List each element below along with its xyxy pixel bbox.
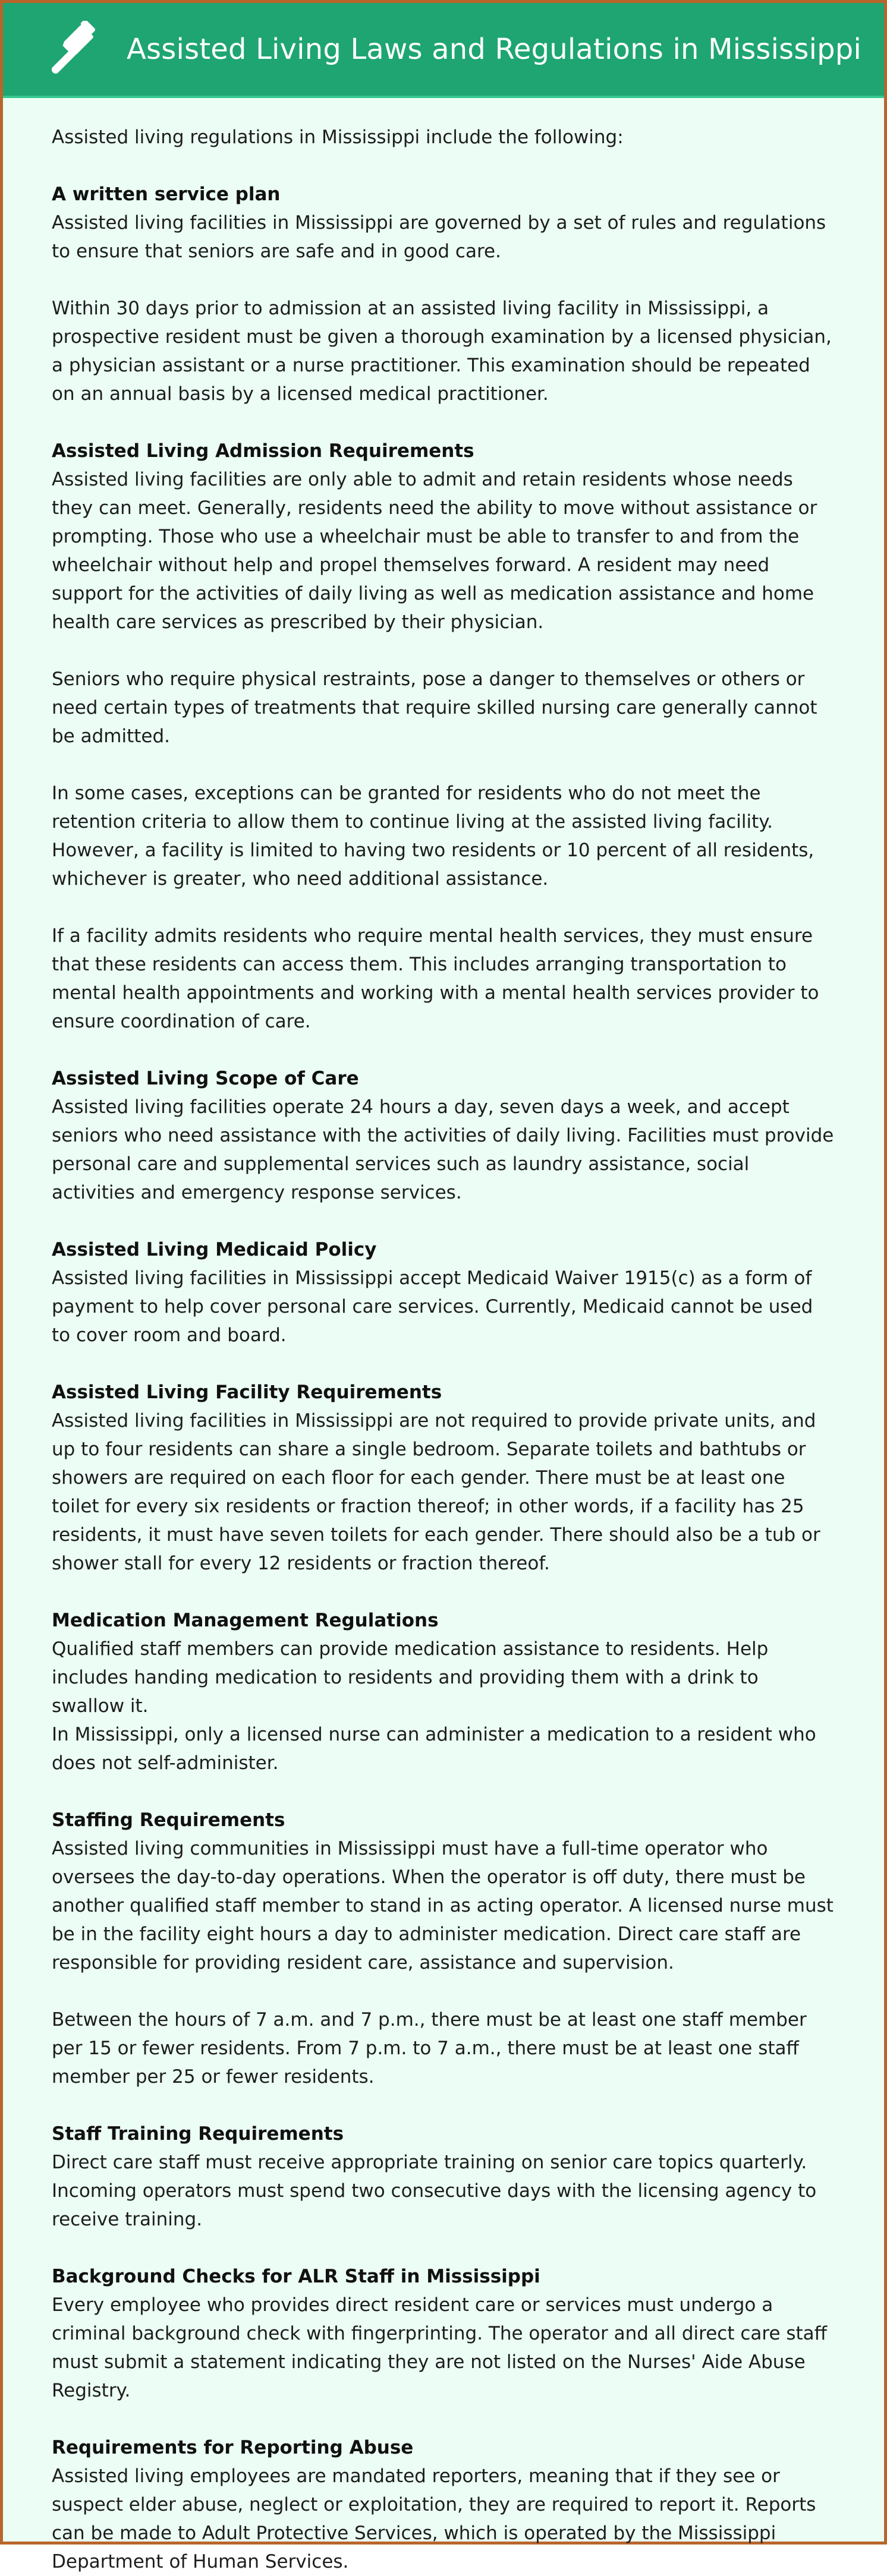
section-heading: A written service plan xyxy=(52,184,281,205)
section-paragraph: Assisted living facilities in Mississippi are not required to provide private units, and up to four residents can share a single bedroom. Separate toilets and bathtubs or showers are required on each floor for each gender. There must be at least one toilet for every six residents or fraction thereof; in other words, if a facility has 25 residents, it must have seven toilets for each gender. There should also be a tub or shower stall for every 12 residents or fraction thereof. xyxy=(52,1410,820,1574)
article-body xyxy=(3,98,884,2576)
section-written-service-plan xyxy=(52,180,835,408)
section-paragraph: Direct care staff must receive appropriate training on senior care topics quarterly. Incoming operators must spend two consecutive days with the licensing agency to receive training. xyxy=(52,2152,817,2230)
section-heading: Assisted Living Scope of Care xyxy=(52,1068,359,1089)
section-paragraph: Assisted living employees are mandated reporters, meaning that if they see or suspect elder abuse, neglect or exploitation, they are required to report it. Reports can be made to Adult Protective Services, which is operated by the Mississippi Department of Human Services. xyxy=(52,2465,816,2572)
section-heading: Medication Management Regulations xyxy=(52,1610,439,1631)
section-heading: Staffing Requirements xyxy=(52,1809,285,1831)
section-paragraph: In Mississippi, only a licensed nurse can administer a medication to a resident who does not self-administer. xyxy=(52,1724,816,1774)
section-paragraph: Within 30 days prior to admission at an assisted living facility in Mississippi, a prospective resident must be given a thorough examination by a licensed physician, a physician assistant or a nurse practitioner. This examination should be repeated on an annual basis by a licensed medical practitioner. xyxy=(52,298,832,405)
section-paragraph: Between the hours of 7 a.m. and 7 p.m., there must be at least one staff member per 15 or fewer residents. From 7 p.m. to 7 a.m., there must be at least one staff member per 25 or fewer residents. xyxy=(52,2009,807,2088)
section-paragraph: Every employee who provides direct resident care or services must undergo a criminal background check with fingerprinting. The operator and all direct care staff must submit a statement indicating they are not listed on the Nurses' Aide Abuse Registry. xyxy=(52,2294,828,2401)
card-header xyxy=(3,3,884,98)
section-reporting-abuse xyxy=(52,2433,835,2576)
gavel-icon xyxy=(46,21,103,78)
section-paragraph: If a facility admits residents who require mental health services, they must ensure that these residents can access them. This includes arranging transportation to mental health appointments and working with a mental health services provider to ensure coordination of care. xyxy=(52,925,819,1032)
section-scope-of-care xyxy=(52,1064,835,1207)
section-paragraph: Seniors who require physical restraints, pose a danger to themselves or others or need certain types of treatments that require skilled nursing care generally cannot be admitted. xyxy=(52,669,817,747)
section-heading: Assisted Living Facility Requirements xyxy=(52,1382,442,1403)
intro-text: Assisted living regulations in Mississippi include the following: xyxy=(52,127,624,148)
section-heading: Assisted Living Admission Requirements xyxy=(52,440,474,462)
section-medicaid-policy xyxy=(52,1235,835,1350)
section-heading: Assisted Living Medicaid Policy xyxy=(52,1239,377,1260)
section-paragraph: Assisted living facilities are only able to admit and retain residents whose needs they can meet. Generally, residents need the ability to move without assistance or prompting. Those who use a wheelchair must be able to transfer to and from the wheelchair without help and propel themselves forward. A resident may need support for the activities of daily living as well as medication assistance and home health care services as prescribed by their physician. xyxy=(52,469,817,633)
section-paragraph: Assisted living facilities operate 24 hours a day, seven days a week, and accept seniors who need assistance with the activities of daily living. Facilities must provide personal care and supplemental services such as laundry assistance, social activities and emergency response services. xyxy=(52,1096,834,1203)
section-facility-requirements xyxy=(52,1378,835,1578)
section-paragraph: Assisted living communities in Mississippi must have a full-time operator who oversees the day-to-day operations. When the operator is off duty, there must be another qualified staff member to stand in as acting operator. A licensed nurse must be in the facility eight hours a day to administer medication. Direct care staff are responsible for providing resident care, assistance and supervision. xyxy=(52,1838,833,1973)
section-paragraph: Assisted living facilities in Mississippi are governed by a set of rules and regulations to ensure that seniors are safe and in good care. xyxy=(52,212,826,262)
section-staff-training xyxy=(52,2120,835,2234)
section-paragraph: Qualified staff members can provide medication assistance to residents. Help includes handing medication to residents and providing them with a drink to swallow it. xyxy=(52,1638,769,1717)
section-paragraph: Assisted living facilities in Mississippi accept Medicaid Waiver 1915(c) as a form of payment to help cover personal care services. Currently, Medicaid cannot be used to cover room and board. xyxy=(52,1267,813,1346)
page-title: Assisted Living Laws and Regulations in Mississippi xyxy=(127,33,862,66)
section-heading: Requirements for Reporting Abuse xyxy=(52,2437,414,2458)
section-heading: Staff Training Requirements xyxy=(52,2123,344,2145)
section-background-checks xyxy=(52,2262,835,2405)
section-medication-management xyxy=(52,1606,835,1777)
section-paragraph: In some cases, exceptions can be granted for residents who do not meet the retention criteria to allow them to continue living at the assisted living facility. However, a facility is limited to having two residents or 10 percent of all residents, whichever is greater, who need additional assistance. xyxy=(52,783,814,890)
section-heading: Background Checks for ALR Staff in Mississippi xyxy=(52,2266,540,2287)
section-staffing-requirements xyxy=(52,1806,835,2091)
section-admission-requirements xyxy=(52,437,835,1036)
